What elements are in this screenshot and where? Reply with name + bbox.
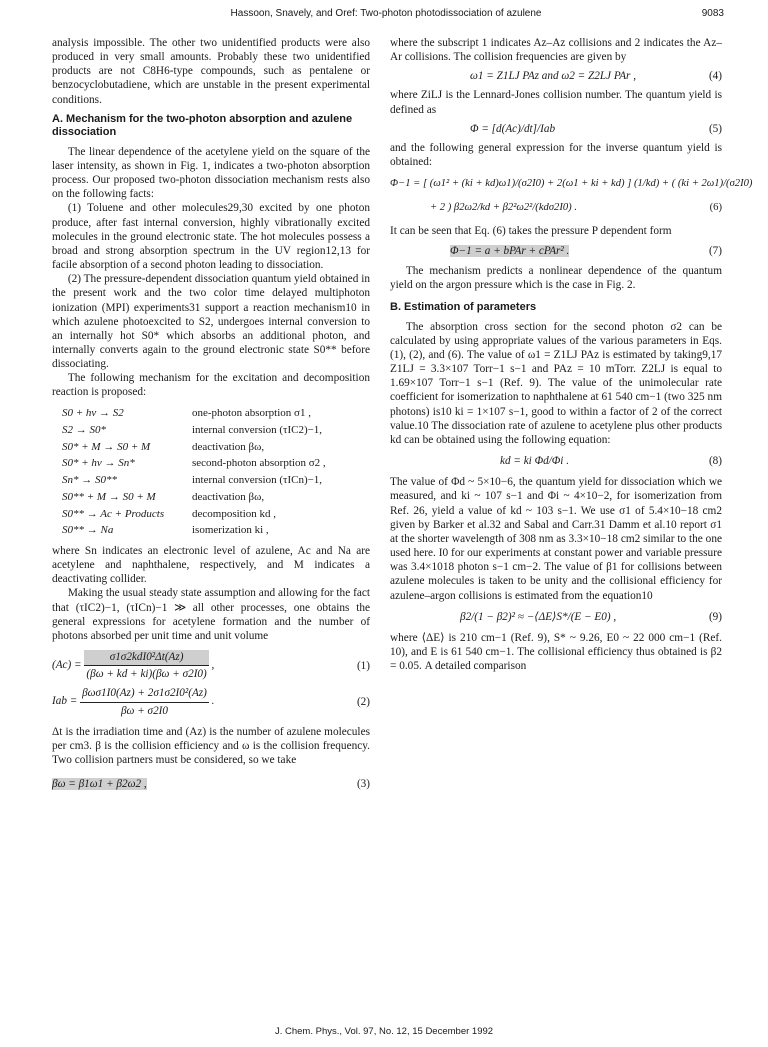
running-title: Hassoon, Snavely, and Oref: Two-photon photodissociation of azulene	[230, 8, 542, 19]
paragraph-pressure-form: It can be seen that Eq. (6) takes the pressure P dependent form	[390, 224, 672, 237]
reaction-description: decomposition kd ,	[192, 507, 277, 520]
journal-footer: J. Chem. Phys., Vol. 97, No. 12, 15 December 1992	[274, 1026, 494, 1037]
eq8-body: kd = ki Φd/Φi .	[500, 455, 570, 468]
mechanism-list	[52, 405, 370, 539]
equation-3	[52, 777, 370, 791]
paragraph-collisional-efficiency: where ⟨ΔE⟩ is 210 cm−1 (Ref. 9), S* ~ 9.26, E0 ~ 22 000 cm−1 (Ref. 10), and E is 61 540 cm−1. The collisional efficiency thus obtained is β2 = 0.05. A detailed comparison	[390, 631, 722, 673]
reaction-description: one-photon absorption σ1 ,	[192, 406, 311, 419]
eq3-number: (3)	[356, 778, 370, 791]
reaction: S0* + M → S0 + M	[62, 440, 151, 453]
paragraph-subscripts: where the subscript 1 indicates Az–Az collisions and 2 indicates the Az–Ar collisions. The collision frequencies are given by	[390, 37, 722, 64]
reaction: S0* + hν → Sn*	[62, 457, 135, 470]
paragraph-analysis: analysis impossible. The other two unidentified products were also produced in very small amounts. Probably these two unidentified products are not C8H6-type compounds, such as pentalene or benzocyclobutadiene, which are unstable in the present experimental conditions.	[52, 37, 370, 106]
reaction: S0** → Na	[62, 524, 114, 537]
eq1-number: (1)	[356, 659, 370, 672]
eq3-body: βω = β1ω1 + β2ω2 ,	[52, 778, 147, 791]
reaction-description: second-photon absorption σ2 ,	[192, 457, 326, 470]
equation-8	[390, 454, 722, 468]
reaction-description: isomerization ki ,	[192, 524, 269, 537]
eq7-number: (7)	[708, 244, 722, 257]
mechanism-step	[52, 522, 370, 539]
eq5-body: Φ = [d(Ac)/dt]/Iab	[470, 122, 556, 135]
paragraph-quantum-values: The value of Φd ~ 5×10−6, the quantum yield for dissociation which we measured, and ki ~ 107 s−1 and Φi ~ 4×10−2, for isomerization from Ref. 26, yield a value of kd ~ 103 s−1. We use σ1 of 5.4×10−18 cm2 given by Barker et al.32 and Sabal and Carr.31 Damm et al.10 report σ1 at the shorter wavelength of 308 nm as 3.3×10−18 cm2 similar to the one used here. I0 for our experiments at constant power and variable pressure was 3.4×1018 photon s−1 cm−2. The value of β1 for collisions between azulene molecules is taken to be unity and the collisional efficiency for azulene–argon collisions is estimated from the equation10	[390, 476, 722, 602]
equation-9	[390, 610, 722, 624]
reaction: S2 → S0*	[62, 423, 106, 436]
paragraph-lennard-jones: where ZiLJ is the Lennard-Jones collision number. The quantum yield is defined as	[390, 89, 722, 116]
eq1-lhs: (Ac) =	[52, 659, 82, 672]
paragraph-fact-1: (1) Toluene and other molecules29,30 excited by one photon produce, after fast internal conversion, highly vibrationally excited molecules in the ground electronic state. The hot molecules possess a broad and strong absorption spectrum in the UV region12,13 for facile absorption of a second photon leading to dissociation.	[52, 202, 370, 272]
eq6-line-1: Φ−1 = [ (ω1² + (ki + kd)ω1)/(σ2I0) + 2(ω1 + ki + kd) ] (1/kd) + ( (ki + 2ω1)/(σ2I0)	[390, 178, 753, 190]
mechanism-step	[52, 472, 370, 489]
eq6-line-2: + 2 ) β2ω2/kd + β2²ω2²/(kdσ2I0) .	[430, 202, 577, 214]
reaction-description: deactivation βω,	[192, 490, 265, 503]
eq2-numerator: βωσ1I0(Az) + 2σ1σ2I0²(Az)	[80, 686, 209, 702]
equation-5	[390, 122, 722, 136]
equation-4	[390, 69, 722, 83]
eq6-number: (6)	[709, 202, 722, 214]
reaction: S0** → Ac + Products	[62, 507, 165, 520]
reaction: S0 + hν → S2	[62, 406, 124, 419]
running-header	[48, 8, 724, 24]
mechanism-step	[52, 421, 370, 438]
paragraph-fact-2: (2) The pressure-dependent dissociation quantum yield obtained in the present work and the two color time delayed multiphoton ionization (MPI) experiments31 support a reaction mechanism10 in which azulene photoexcited to S2, undergoes internal conversion to an internally hot S0* which absorbs an additional photon, and internally converts again to the ground electronic state S0** before dissociating.	[52, 273, 370, 371]
mechanism-step	[52, 405, 370, 422]
page-number: 9083	[701, 8, 724, 19]
paragraph-nonlinear: The mechanism predicts a nonlinear dependence of the quantum yield on the argon pressure which is the case in Fig. 2.	[390, 264, 722, 292]
reaction-description: internal conversion (τIC2)−1,	[192, 423, 323, 436]
eq4-number: (4)	[708, 70, 722, 83]
left-column	[52, 36, 370, 791]
eq1-fraction	[84, 650, 208, 681]
eq2-fraction	[80, 686, 209, 717]
equation-7	[390, 244, 722, 258]
reaction: Sn* → S0**	[62, 474, 117, 487]
paragraph-mechanism-intro: The following mechanism for the excitation and decomposition reaction is proposed:	[52, 372, 370, 399]
eq9-body: β2/(1 − β2)² ≈ −⟨ΔE⟩S*/(E − E0) ,	[460, 610, 617, 623]
eq9-number: (9)	[708, 610, 722, 623]
equation-2: Iab = $\frac{\text{βωσ1I0(Az) + 2σ1σ2I0²(Az)}}{\beta\omega + \sigma 2I0}$ . (2)	[52, 687, 370, 717]
eq2-denominator: βω + σ2I0	[120, 704, 168, 717]
eq2-lhs: Iab =	[52, 695, 78, 708]
reaction-description: internal conversion (τICn)−1,	[192, 474, 323, 487]
paragraph-definitions: where Sn indicates an electronic level of azulene, Ac and Na are acetylene and naphthalene, respectively, and M indicates a deactivating collider.	[52, 544, 370, 586]
mechanism-step	[52, 489, 370, 506]
eq4-body: ω1 = Z1LJ PAz and ω2 = Z2LJ PAr ,	[470, 70, 636, 83]
paragraph-linear-dependence: The linear dependence of the acetylene yield on the square of the laser intensity, as shown in Fig. 1, indicates a two-photon absorption process. Our proposed two-photon dissociation mechanism rests also on the following facts:	[52, 145, 370, 201]
section-b-heading: B. Estimation of parameters	[390, 301, 537, 314]
mechanism-step	[52, 438, 370, 455]
equation-1: (Ac) = $\frac{\text{σ1σ2kdI0²Δt(Az)}}{(\beta\omega + kd + ki)(\beta\omega + \sigma 2I0)}$ , (1)	[52, 651, 370, 681]
section-a-heading: A. Mechanism for the two-photon absorption and azulene dissociation	[52, 112, 353, 139]
equation-6-line-1	[390, 177, 753, 191]
eq2-number: (2)	[356, 695, 370, 708]
eq1-denominator: (βω + kd + ki)(βω + σ2I0)	[86, 668, 207, 681]
reaction: S0** + M → S0 + M	[62, 490, 156, 503]
paragraph-cross-section: The absorption cross section for the second photon σ2 can be calculated by using appropriate values of the various parameters in Eqs. (1), (2), and (6). The value of ω1 = Z1LJ PAz is estimated by taking9,17 Z1LJ = 3.3×107 Torr−1 s−1 and PAz = 10 mTorr. Z2LJ is equal to 1.69×107 Torr−1 s−1 (Ref. 9). The value of the unimolecular rate coefficient for isomerization to naphthalene at 61 540 cm−1 (two 325 nm photons) is10 ki = 1×107 s−1, good to within a factor of 2 of the correct value.10 The dissociation rate of azulene to acetylene plus other products kd can be obtained using the following equation:	[390, 320, 722, 446]
mechanism-step	[52, 505, 370, 522]
paragraph-steady-state: Making the usual steady state assumption and allowing for the fact that (τIC2)−1, (τICn)−1 ≫ all other processes, one obtains the general expressions for acetylene formation and the number of photons absorbed per unit time and unit volume	[52, 587, 370, 642]
paragraph-irradiation: Δt is the irradiation time and (Az) is the number of azulene molecules per cm3. β is the collision efficiency and ω is the collision frequency. Two collision partners must be considered, so we take	[52, 725, 370, 766]
reaction-description: deactivation βω,	[192, 440, 265, 453]
eq1-numerator: σ1σ2kdI0²Δt(Az)	[84, 650, 208, 666]
equation-6-line-2	[390, 201, 722, 215]
mechanism-step	[52, 455, 370, 472]
eq8-number: (8)	[708, 455, 722, 468]
paragraph-inverse-yield: and the following general expression for the inverse quantum yield is obtained:	[390, 141, 722, 169]
eq5-number: (5)	[708, 122, 722, 135]
right-column	[390, 36, 753, 673]
eq7-body: Φ−1 = a + bPAr + cPAr² .	[450, 244, 570, 257]
